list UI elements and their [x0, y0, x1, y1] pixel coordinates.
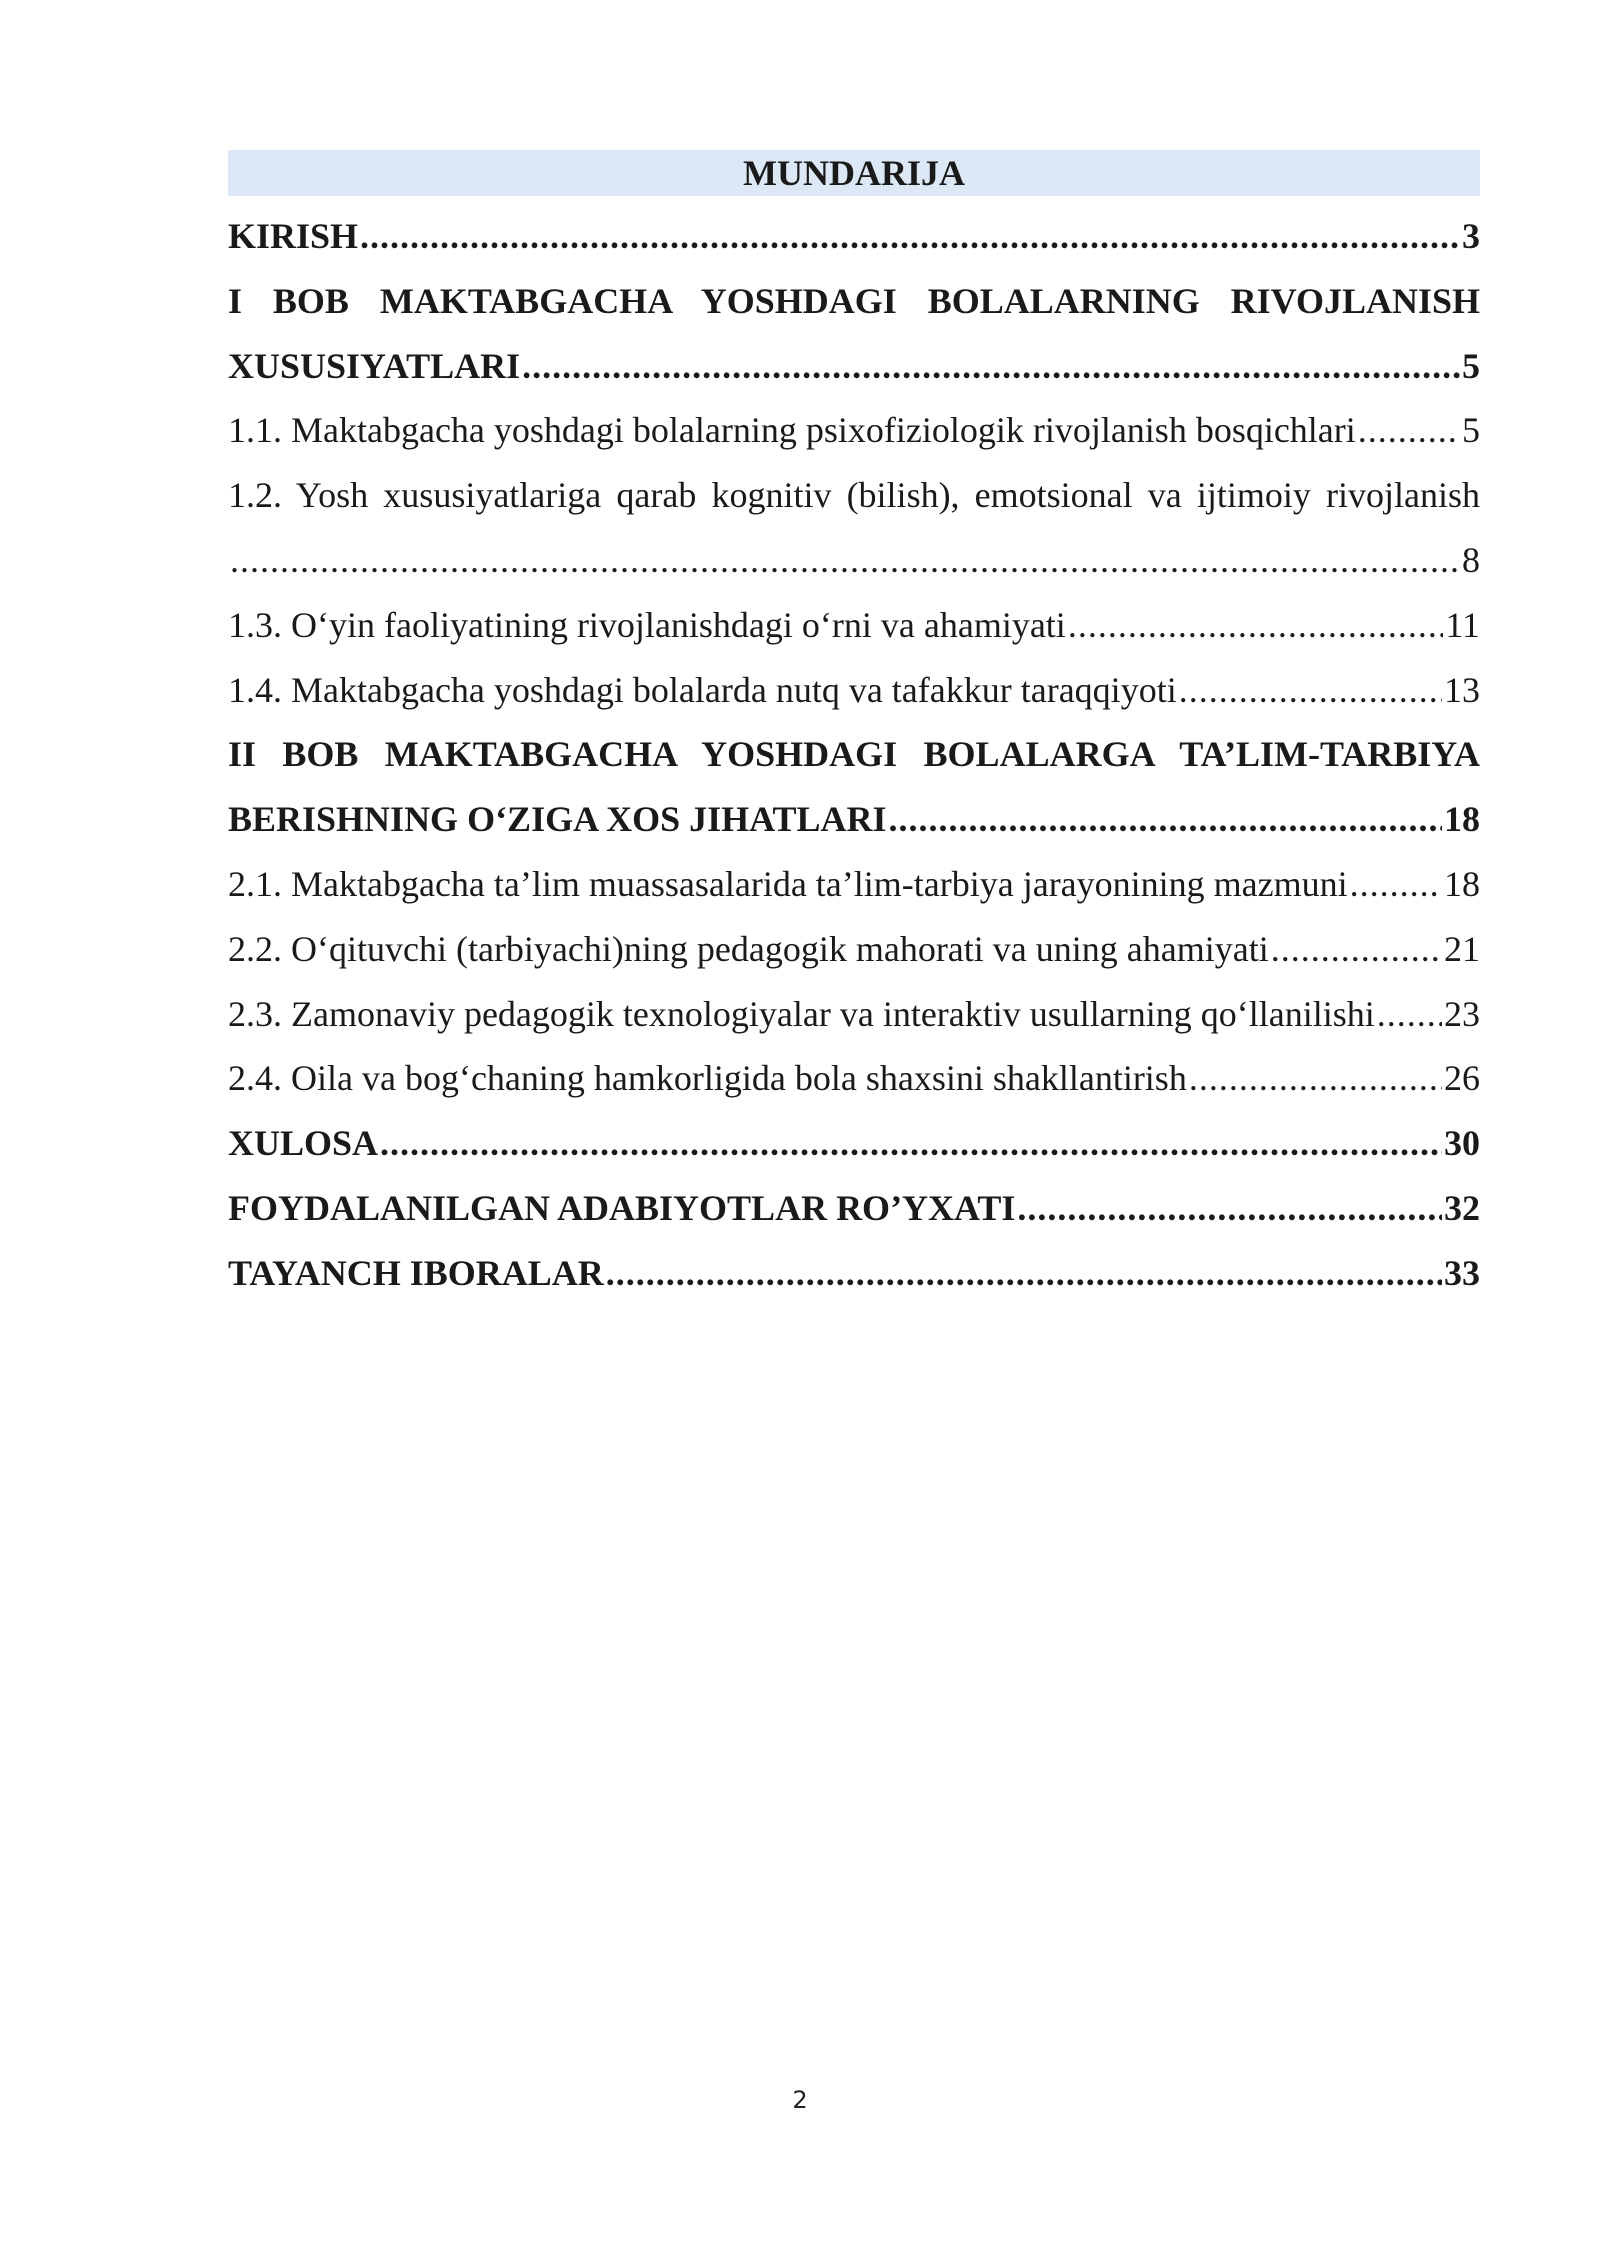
toc-leader-dots	[1271, 917, 1442, 982]
toc-entry-1-2-continued[interactable]	[228, 528, 1480, 593]
toc-entry-page: 33	[1444, 1252, 1480, 1293]
toc-entry-1-4[interactable]	[228, 658, 1480, 723]
toc-entry-chapter-2-title[interactable]	[228, 722, 1480, 787]
toc-entry-2-4[interactable]	[228, 1046, 1480, 1111]
toc-leader-dots	[1358, 398, 1460, 463]
toc-entry-text: I BOB MAKTABGACHA YOSHDAGI BOLALARNING RIVOJLANISH	[228, 280, 1480, 321]
toc-leader-dots	[1068, 593, 1444, 658]
toc-entry-page: 23	[1444, 993, 1480, 1034]
toc-entry-text: TAYANCH IBORALAR	[228, 1252, 604, 1293]
toc-entry-chapter-1-title[interactable]	[228, 269, 1480, 334]
toc-entry-page: 26	[1444, 1058, 1480, 1099]
toc-entry-page: 11	[1445, 604, 1480, 645]
toc-leader-dots	[606, 1241, 1442, 1306]
toc-leader-dots	[1017, 1176, 1442, 1241]
toc-entry-page: 30	[1444, 1123, 1480, 1164]
toc-entry-2-1[interactable]	[228, 852, 1480, 917]
toc-leader-dots	[888, 787, 1442, 852]
toc-entry-page: 5	[1462, 410, 1480, 451]
toc-entry-kirish[interactable]	[228, 204, 1480, 269]
toc-entry-1-2[interactable]	[228, 463, 1480, 528]
toc-leader-dots	[360, 204, 1460, 269]
toc-title: MUNDARIJA	[228, 150, 1480, 196]
toc-entry-page: 21	[1444, 928, 1480, 969]
toc-entry-text: XUSUSIYATLARI	[228, 345, 521, 386]
toc-leader-dots	[1377, 982, 1442, 1047]
toc-entry-text: 1.2. Yosh xususiyatlariga qarab kognitiv (bilish), emotsional va ijtimoiy rivojlanish	[228, 475, 1480, 516]
toc-entry-page: 18	[1444, 863, 1480, 904]
toc-leader-dots	[230, 528, 1460, 593]
toc-entry-text: 2.2. O‘qituvchi (tarbiyachi)ning pedagogik mahorati va uning ahamiyati	[228, 928, 1269, 969]
toc-entry-page: 18	[1444, 799, 1480, 840]
toc-entry-references[interactable]	[228, 1176, 1480, 1241]
toc-entry-text: 2.1. Maktabgacha ta’lim muassasalarida ta’lim-tarbiya jarayonining mazmuni	[228, 863, 1348, 904]
toc-entry-text: 1.3. O‘yin faoliyatining rivojlanishdagi o‘rni va ahamiyati	[228, 604, 1066, 645]
toc-entry-text: BERISHNING O‘ZIGA XOS JIHATLARI	[228, 799, 887, 840]
toc-leader-dots	[380, 1111, 1442, 1176]
toc-entry-text: 2.4. Oila va bog‘chaning hamkorligida bola shaxsini shakllantirish	[228, 1058, 1187, 1099]
toc-entry-page: 8	[1462, 539, 1480, 580]
toc-entry-page: 32	[1444, 1187, 1480, 1228]
table-of-contents	[228, 150, 1480, 1306]
toc-entry-text: 2.3. Zamonaviy pedagogik texnologiyalar va interaktiv usullarning qo‘llanilishi	[228, 993, 1375, 1034]
toc-leader-dots	[1179, 658, 1442, 723]
toc-entry-2-3[interactable]	[228, 982, 1480, 1047]
toc-entry-page: 13	[1444, 669, 1480, 710]
toc-leader-dots	[1189, 1046, 1442, 1111]
toc-entry-xulosa[interactable]	[228, 1111, 1480, 1176]
toc-entry-1-3[interactable]	[228, 593, 1480, 658]
toc-entry-1-1[interactable]	[228, 398, 1480, 463]
toc-entry-text: 1.4. Maktabgacha yoshdagi bolalarda nutq va tafakkur taraqqiyoti	[228, 669, 1177, 710]
toc-leader-dots	[1350, 852, 1442, 917]
toc-entry-page: 5	[1462, 345, 1480, 386]
page-number: 2	[792, 2086, 808, 2114]
toc-entry-text: 1.1. Maktabgacha yoshdagi bolalarning psixofiziologik rivojlanish bosqichlari	[228, 410, 1356, 451]
toc-entry-2-2[interactable]	[228, 917, 1480, 982]
toc-leader-dots	[522, 334, 1460, 399]
toc-entry-key-terms[interactable]	[228, 1241, 1480, 1306]
toc-entry-chapter-1-continued[interactable]	[228, 334, 1480, 399]
toc-entry-chapter-2-continued[interactable]	[228, 787, 1480, 852]
toc-entry-text: KIRISH	[228, 216, 359, 256]
toc-entry-text: XULOSA	[228, 1123, 379, 1164]
toc-entry-page: 3	[1462, 216, 1480, 256]
toc-entry-text: II BOB MAKTABGACHA YOSHDAGI BOLALARGA TA’LIM-TARBIYA	[228, 734, 1480, 775]
toc-entry-text: FOYDALANILGAN ADABIYOTLAR RO’YXATI	[228, 1187, 1016, 1228]
